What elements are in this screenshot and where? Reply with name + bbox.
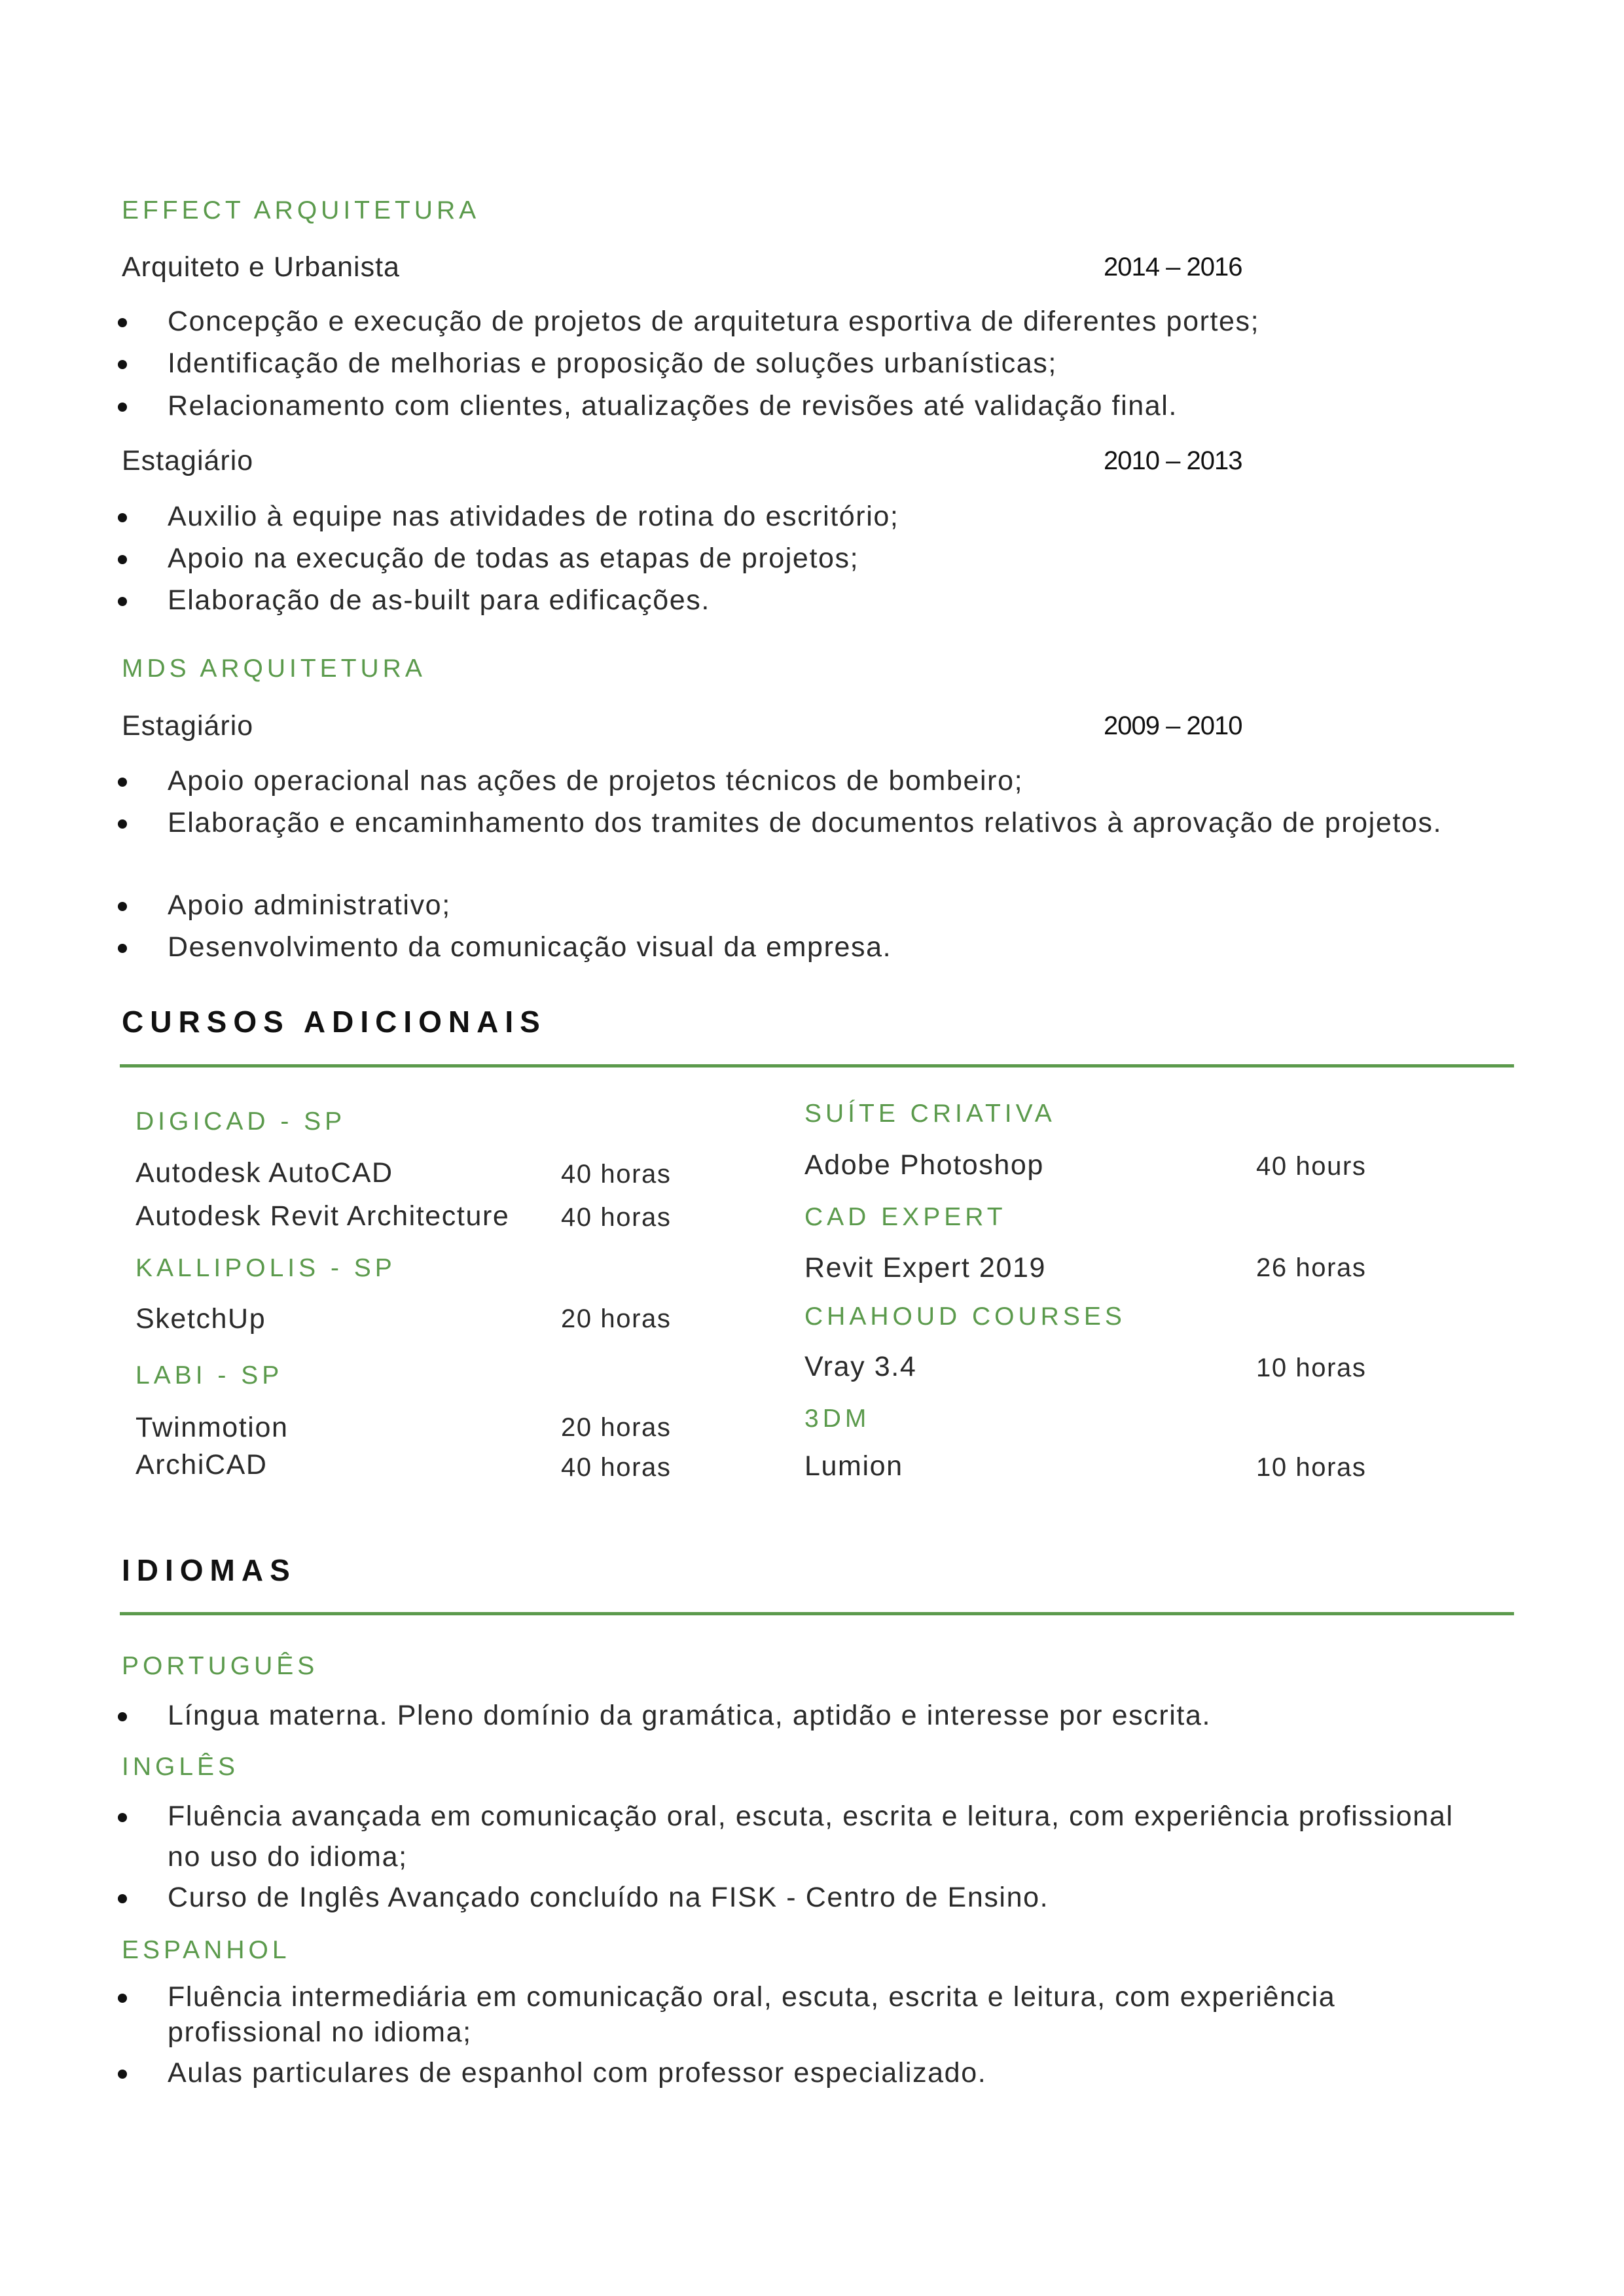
course-provider: CHAHOUD COURSES <box>804 1302 1126 1331</box>
section-divider <box>120 1064 1514 1067</box>
bullet-icon <box>118 1894 127 1903</box>
list-item: Identificação de melhorias e proposição de soluções urbanísticas; <box>168 343 1464 384</box>
course-hours: 10 horas <box>1256 1354 1367 1382</box>
course-provider: SUÍTE CRIATIVA <box>804 1100 1056 1128</box>
course-name: SketchUp <box>135 1303 266 1335</box>
list-item: Língua materna. Pleno domínio da gramática, aptidão e interesse por escrita. <box>168 1695 1464 1736</box>
bullet-icon <box>118 513 127 522</box>
role-title: Estagiário <box>122 445 254 476</box>
list-item: Apoio administrativo; <box>168 885 1464 925</box>
role-years: 2014 – 2016 <box>1104 253 1242 281</box>
bullet-icon <box>118 819 127 829</box>
course-name: Revit Expert 2019 <box>804 1252 1046 1283</box>
section-title-courses: CURSOS ADICIONAIS <box>122 1005 547 1039</box>
course-provider: LABI - SP <box>135 1361 283 1390</box>
course-name: Twinmotion <box>135 1412 289 1443</box>
list-item: Apoio na execução de todas as etapas de projetos; <box>168 538 1464 579</box>
course-hours: 40 horas <box>561 1160 672 1189</box>
language-name: INGLÊS <box>122 1753 240 1781</box>
bullet-icon <box>118 1813 127 1822</box>
bullet-icon <box>118 403 127 412</box>
list-item: Aulas particulares de espanhol com professor especializado. <box>168 2053 1464 2093</box>
company-name: EFFECT ARQUITETURA <box>122 196 480 224</box>
section-divider <box>120 1612 1514 1615</box>
list-item: Elaboração de as-built para edificações. <box>168 580 1464 620</box>
course-hours: 10 horas <box>1256 1453 1367 1482</box>
bullet-icon <box>118 944 127 953</box>
course-hours: 26 horas <box>1256 1253 1367 1282</box>
course-hours: 40 hours <box>1256 1152 1367 1181</box>
list-item: Fluência avançada em comunicação oral, escuta, escrita e leitura, com experiência profissional no uso do idioma; <box>168 1796 1464 1877</box>
list-item: Apoio operacional nas ações de projetos técnicos de bombeiro; <box>168 761 1464 801</box>
list-item: Concepção e execução de projetos de arquitetura esportiva de diferentes portes; <box>168 301 1464 342</box>
bullet-icon <box>118 555 127 564</box>
list-item: Elaboração e encaminhamento dos tramites de documentos relativos à aprovação de projetos. <box>168 802 1464 843</box>
course-provider: DIGICAD - SP <box>135 1107 346 1136</box>
language-name: PORTUGUÊS <box>122 1652 319 1680</box>
list-item: Curso de Inglês Avançado concluído na FISK - Centro de Ensino. <box>168 1877 1464 1918</box>
bullet-icon <box>118 1994 127 2003</box>
course-name: Vray 3.4 <box>804 1351 917 1382</box>
list-item: Relacionamento com clientes, atualizações de revisões até validação final. <box>168 386 1464 426</box>
list-item: Desenvolvimento da comunicação visual da empresa. <box>168 927 1464 967</box>
course-provider: 3DM <box>804 1405 871 1433</box>
role-years: 2010 – 2013 <box>1104 446 1242 475</box>
course-name: Autodesk Revit Architecture <box>135 1200 510 1232</box>
role-title: Arquiteto e Urbanista <box>122 251 400 283</box>
course-provider: CAD EXPERT <box>804 1203 1007 1231</box>
course-hours: 40 horas <box>561 1203 672 1232</box>
company-name: MDS ARQUITETURA <box>122 655 426 683</box>
language-name: ESPANHOL <box>122 1936 291 1964</box>
bullet-icon <box>118 360 127 369</box>
course-hours: 20 horas <box>561 1304 672 1333</box>
course-hours: 20 horas <box>561 1413 672 1442</box>
list-item: Fluência intermediária em comunicação oral, escuta, escrita e leitura, com experiência profissional no idioma; <box>168 1979 1464 2050</box>
section-title-languages: IDIOMAS <box>122 1553 297 1587</box>
course-name: Adobe Photoshop <box>804 1149 1044 1181</box>
course-provider: KALLIPOLIS - SP <box>135 1254 396 1282</box>
course-name: ArchiCAD <box>135 1449 268 1480</box>
course-name: Lumion <box>804 1450 903 1482</box>
bullet-icon <box>118 902 127 911</box>
course-hours: 40 horas <box>561 1453 672 1482</box>
role-years: 2009 – 2010 <box>1104 711 1242 740</box>
bullet-icon <box>118 318 127 327</box>
course-name: Autodesk AutoCAD <box>135 1157 393 1189</box>
list-item: Auxilio à equipe nas atividades de rotina do escritório; <box>168 496 1464 537</box>
role-title: Estagiário <box>122 710 254 742</box>
bullet-icon <box>118 597 127 606</box>
bullet-icon <box>118 778 127 787</box>
bullet-icon <box>118 1712 127 1721</box>
bullet-icon <box>118 2070 127 2079</box>
